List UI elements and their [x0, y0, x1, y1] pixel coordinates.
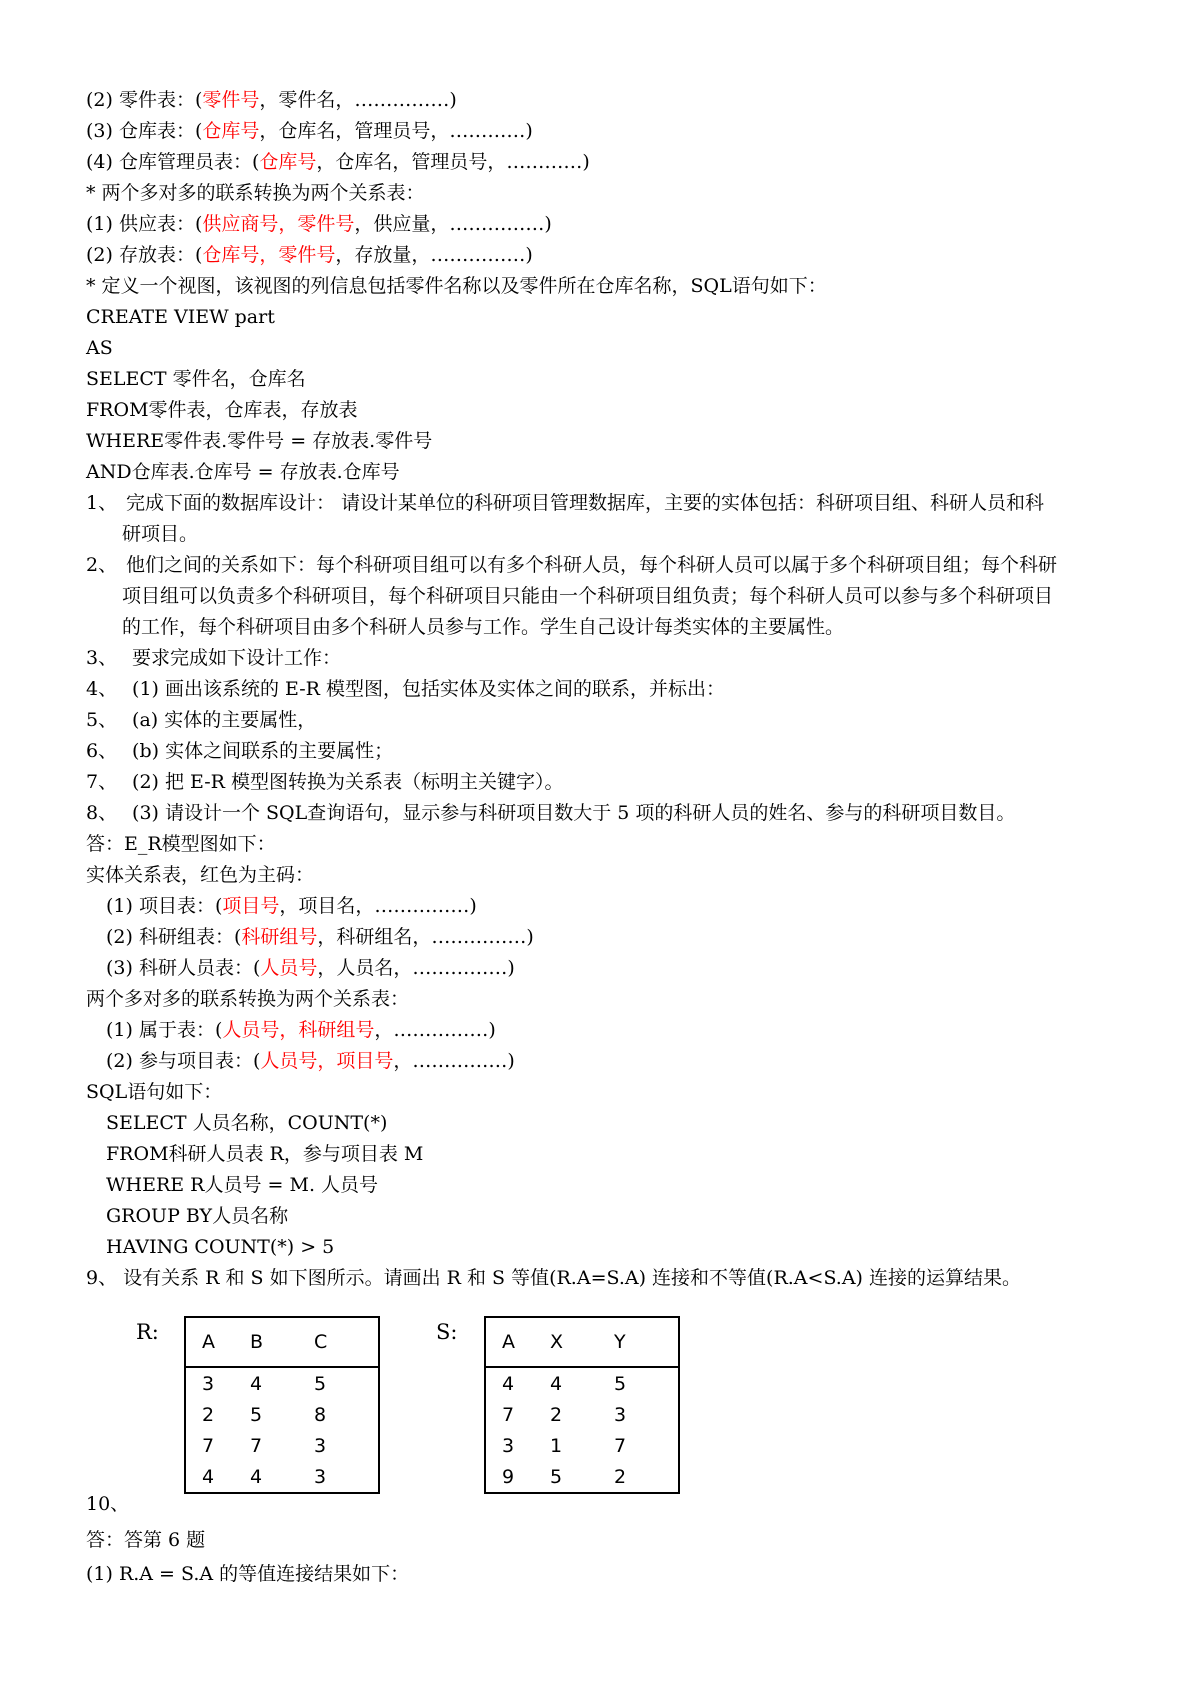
sql-line: SELECT 零件名，仓库名 — [86, 368, 306, 390]
sql-line: FROM科研人员表 R，参与项目表 M — [106, 1143, 424, 1165]
table-row: 4 4 3 — [202, 1465, 327, 1488]
list-item: 2、 他们之间的关系如下：每个科研项目组可以有多个科研人员，每个科研人员可以属于多个科研项目组；每个科研 — [86, 554, 1058, 576]
researcher-table-line: (3) 科研人员表：(人员号，人员名，……………) — [106, 957, 515, 979]
sql-line: FROM零件表，仓库表，存放表 — [86, 399, 358, 421]
table-row: 4 4 5 — [502, 1372, 627, 1395]
list-item: 4、 (1) 画出该系统的 E-R 模型图，包括实体及实体之间的联系，并标出： — [86, 678, 726, 700]
primary-key: 人员号 — [260, 957, 318, 979]
table-row: 3 4 5 — [202, 1372, 327, 1395]
warehouse-table-line: (3) 仓库表：(仓库号，仓库名，管理员号，…………) — [86, 120, 533, 142]
table-row: 2 5 8 — [202, 1403, 327, 1426]
list-item: 1、 完成下面的数据库设计： 请设计某单位的科研项目管理数据库，主要的实体包括：科研项目组、科研人员和科 — [86, 492, 1045, 514]
list-item: 5、 (a) 实体的主要属性， — [86, 709, 317, 731]
column-header: B — [250, 1317, 314, 1367]
question-10: 10、 — [86, 1493, 130, 1515]
belongs-table-line: (1) 属于表：(人员号，科研组号，……………) — [106, 1019, 496, 1041]
list-item: 6、 (b) 实体之间联系的主要属性； — [86, 740, 394, 762]
project-table-line: (1) 项目表：(项目号，项目名，……………) — [106, 895, 477, 917]
storage-table-line: (2) 存放表：(仓库号，零件号，存放量，……………) — [86, 244, 533, 266]
view-definition-heading: * 定义一个视图，该视图的列信息包括零件名称以及零件所在仓库名称，SQL语句如下： — [86, 275, 827, 297]
equijoin-heading: (1) R.A = S.A 的等值连接结果如下： — [86, 1563, 410, 1585]
answer-title: 答：E_R模型图如下： — [86, 833, 276, 855]
column-header: Y — [614, 1317, 679, 1367]
sql-line: AND仓库表.仓库号 = 存放表.仓库号 — [86, 461, 400, 483]
list-item-continuation: 项目组可以负责多个科研项目，每个科研项目只能由一个科研项目组负责；每个科研人员可以参与多个科研项目 — [122, 585, 1054, 607]
warehouse-manager-table-line: (4) 仓库管理员表：(仓库号，仓库名，管理员号，…………) — [86, 151, 590, 173]
sql-line: CREATE VIEW part — [86, 306, 275, 328]
column-header: C — [314, 1317, 379, 1367]
list-item-continuation: 研项目。 — [122, 523, 199, 545]
primary-key: 仓库号，零件号 — [202, 244, 336, 266]
list-item-continuation: 的工作，每个科研项目由多个科研人员参与工作。学生自己设计每类实体的主要属性。 — [122, 616, 845, 638]
primary-key: 供应商号，零件号 — [202, 213, 355, 235]
list-item: 7、 (2) 把 E-R 模型图转换为关系表（标明主关键字）。 — [86, 771, 564, 793]
sql-line: HAVING COUNT(*) > 5 — [106, 1236, 335, 1258]
column-header: A — [185, 1317, 250, 1367]
relation-s-table — [484, 1316, 680, 1494]
mm-relations-heading: * 两个多对多的联系转换为两个关系表： — [86, 182, 425, 204]
primary-key: 科研组号 — [241, 926, 318, 948]
sql-line: GROUP BY人员名称 — [106, 1205, 289, 1227]
table-row: 7 2 3 — [502, 1403, 627, 1426]
sql-line: WHERE零件表.零件号 = 存放表.零件号 — [86, 430, 433, 452]
relation-s-label: S: — [436, 1320, 458, 1344]
answer-ref: 答：答第 6 题 — [86, 1529, 206, 1551]
table-row: 3 1 7 — [502, 1434, 627, 1457]
question-9: 9、 设有关系 R 和 S 如下图所示。请画出 R 和 S 等值(R.A=S.A) 连接和不等值(R.A<S.A) 连接的运算结果。 — [86, 1267, 1021, 1289]
entity-heading: 实体关系表，红色为主码： — [86, 864, 315, 886]
relation-r-table — [184, 1316, 380, 1494]
primary-key: 仓库号 — [202, 120, 260, 142]
sql-line: AS — [86, 337, 113, 359]
column-header: A — [485, 1317, 550, 1367]
column-header: X — [550, 1317, 614, 1367]
primary-key: 零件号 — [202, 89, 260, 111]
supply-table-line: (1) 供应表：(供应商号，零件号，供应量，……………) — [86, 213, 552, 235]
table-row: 9 5 2 — [502, 1465, 627, 1488]
list-item: 3、 要求完成如下设计工作： — [86, 647, 342, 669]
sql-heading: SQL语句如下： — [86, 1081, 223, 1103]
mm-heading: 两个多对多的联系转换为两个关系表： — [86, 988, 410, 1010]
relation-r-label: R: — [136, 1320, 159, 1344]
participation-table-line: (2) 参与项目表：(人员号，项目号，……………) — [106, 1050, 515, 1072]
parts-table-line: (2) 零件表：(零件号，零件名，……………) — [86, 89, 457, 111]
primary-key: 人员号，科研组号 — [222, 1019, 375, 1041]
primary-key: 人员号，项目号 — [260, 1050, 394, 1072]
primary-key: 项目号 — [222, 895, 280, 917]
research-group-table-line: (2) 科研组表：(科研组号，科研组名，……………) — [106, 926, 534, 948]
primary-key: 仓库号 — [259, 151, 317, 173]
sql-line: WHERE R人员号 = M. 人员号 — [106, 1174, 379, 1196]
list-item: 8、 (3) 请设计一个 SQL查询语句，显示参与科研项目数大于 5 项的科研人员的姓名、参与的科研项目数目。 — [86, 802, 1016, 824]
table-row: 7 7 3 — [202, 1434, 327, 1457]
sql-line: SELECT 人员名称，COUNT(*) — [106, 1112, 388, 1134]
